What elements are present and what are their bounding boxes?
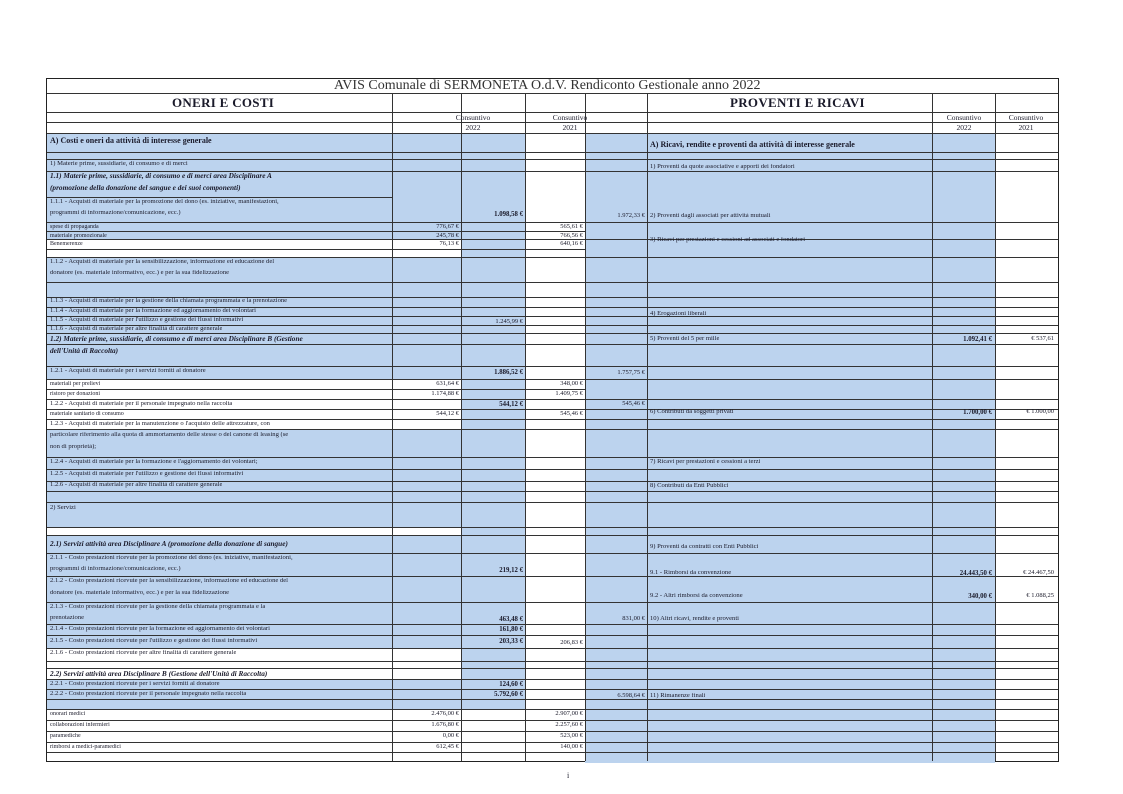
cost-row-2-1-3-a: 2.1.3 - Costo prestazioni ricevute per la gestione della chiamata programmata e la xyxy=(50,604,266,610)
cost-row-1-1-4: 1.1.4 - Acquisti di materiale per la formazione ed aggiornamento dei volontari xyxy=(50,308,256,314)
spese-2021: 565,61 € xyxy=(560,224,583,230)
cost-row-2-2-2: 2.2.2 - Costo prestazioni ricevute per il personale impegnato nella raccolta xyxy=(50,691,247,697)
rev-9-1-2022: 24.443,50 € xyxy=(959,570,992,577)
cost-1-2-2-2021: 545,46 € xyxy=(622,401,645,407)
promo-2021: 766,56 € xyxy=(560,233,583,239)
col-2021-year: 2021 xyxy=(562,124,578,132)
page-mark: i xyxy=(567,772,570,780)
coll-2021: 2.257,60 € xyxy=(555,722,583,728)
cost-2-2-2-2022: 5.792,60 € xyxy=(494,691,523,698)
col-r2022-year: 2022 xyxy=(956,124,972,132)
cost-row-1: 1) Materie prime, sussidiarie, di consumo e di merci xyxy=(50,161,188,167)
col-r2022-label: Consuntivo xyxy=(946,114,982,122)
cost-row-2-1-4: 2.1.4 - Costo prestazioni ricevute per la formazione ed aggiornamento dei volontari xyxy=(50,626,270,632)
cost-1-2-1-2021: 1.757,75 € xyxy=(617,370,645,376)
rev-row-7: 7) Ricavi per prestazioni e cessioni a terzi xyxy=(650,459,761,465)
col-r2021-label: Consuntivo xyxy=(1008,114,1044,122)
cost-1-2-2-2022: 544,12 € xyxy=(499,401,523,408)
para-2022: 0,00 € xyxy=(442,733,459,739)
onor-2021: 2.907,00 € xyxy=(555,711,583,717)
col-r2021-year: 2021 xyxy=(1018,124,1034,132)
rev-row-10: 10) Altri ricavi, rendite e proventi xyxy=(650,616,739,622)
rimb-2021: 140,00 € xyxy=(560,744,583,750)
detail-spese: spese di propaganda xyxy=(50,224,99,230)
detail-paramediche: paramediche xyxy=(50,733,81,739)
bene-2022: 76,13 € xyxy=(439,241,459,247)
prel-2022: 631,64 € xyxy=(436,381,459,387)
detail-promo: materiale promozionale xyxy=(50,233,107,239)
cost-row-1-2-1: 1.2.1 - Acquisti di materiale per i servizi forniti al donatore xyxy=(50,368,206,374)
report-title: AVIS Comunale di SERMONETA O.d.V. Rendiconto Gestionale anno 2022 xyxy=(334,79,761,93)
rev-row-9: 9) Proventi da contratti con Enti Pubblici xyxy=(650,544,759,550)
cost-row-1-1-2-b: donatore (es. materiale informativo, ecc.) e per la sua fidelizzazione xyxy=(50,270,230,276)
rev-row-2: 2) Proventi dagli associati per attività mutuali xyxy=(650,213,771,219)
para-2021: 523,00 € xyxy=(560,733,583,739)
cost-2-2-1-2022: 124,60 € xyxy=(499,681,523,688)
cost-row-2-1-2-b: donatore (es. materiale informativo, ecc.) e per la sua fidelizzazione xyxy=(50,590,230,596)
cost-2-1-5-2022: 203,33 € xyxy=(499,638,523,645)
cost-row-1-2-3-b: particolare riferimento alla quota di ammortamento delle stesse o del canone di leasing (se xyxy=(50,432,289,438)
cost-row-1-2-2: 1.2.2 - Acquisti di materiale per il personale impegnato nella raccolta xyxy=(50,401,233,407)
rev-row-9-2: 9.2 - Altri rimborsi da convenzione xyxy=(650,593,743,599)
cost-2-1-5-2021: 206,83 € xyxy=(560,640,583,646)
report-sheet xyxy=(46,78,1059,762)
rev-row-6: 6) Contributi da soggetti privati xyxy=(650,409,734,415)
cost-row-2-1: 2.1) Servizi attività area Disciplinare A (promozione della donazione di sangue) xyxy=(50,540,288,548)
detail-prelievi: materiali per prelievi xyxy=(50,381,101,387)
rev-5-2022: 1.092,41 € xyxy=(963,336,992,343)
cost-2-2-2-2021: 6.598,64 € xyxy=(617,693,645,699)
rev-row-8: 8) Contributi da Enti Pubblici xyxy=(650,483,729,489)
cost-row-1-1-5: 1.1.5 - Acquisti di materiale per l'utilizzo e gestione dei flussi informativi xyxy=(50,317,244,323)
rev-9-2-2022: 340,00 € xyxy=(968,593,992,600)
detail-sanitario: materiale sanitario di consumo xyxy=(50,411,124,417)
cost-row-2-1-6: 2.1.6 - Costo prestazioni ricevute per altre finalità di carattere generale xyxy=(50,650,237,656)
costs-section-a: A) Costi e oneri da attività di interesse generale xyxy=(50,137,212,145)
rev-row-4: 4) Erogazioni liberali xyxy=(650,311,707,317)
promo-2022: 245,78 € xyxy=(436,233,459,239)
right-header: PROVENTI E RICAVI xyxy=(730,96,865,110)
rev-row-1: 1) Proventi da quote associative e apporti dei fondatori xyxy=(650,164,795,170)
cost-1-1-1-2022: 1.098,58 € xyxy=(494,211,523,218)
revenues-section-a: A) Ricavi, rendite e proventi da attività di interesse generale xyxy=(650,141,855,149)
cost-row-1-2-3-a: 1.2.3 - Acquisti di materiale per la manutenzione o l'acquisto delle attrezzature, con xyxy=(50,421,270,427)
cost-row-2-1-1-b: programmi di informazione/comunicazione, ecc.) xyxy=(50,566,181,572)
rev-5-2021: € 537,61 xyxy=(1031,336,1054,342)
prel-2021: 348,00 € xyxy=(560,381,583,387)
cost-row-1-1-1-b: programmi di informazione/comunicazione, ecc.) xyxy=(50,210,181,216)
cost-row-2-1-2-a: 2.1.2 - Costo prestazioni ricevute per la sensibilizzazione, informazione ed educazione del xyxy=(50,578,289,584)
rist-2021: 1.409,75 € xyxy=(555,391,583,397)
san-2022: 544,12 € xyxy=(436,411,459,417)
cost-2-1-3-2021: 831,00 € xyxy=(622,616,645,622)
cost-row-1-2-3-c: non di proprietà); xyxy=(50,444,97,450)
cost-row-1-1-1-a: 1.1.1 - Acquisti di materiale per la promozione del dono (es. iniziative, manifestazioni, xyxy=(50,199,279,205)
rev-row-5: 5) Proventi del 5 per mille xyxy=(650,336,720,342)
detail-onorari: onorari medici xyxy=(50,711,86,717)
rimb-2022: 612,45 € xyxy=(436,744,459,750)
detail-benemerenze: Benemerenze xyxy=(50,241,83,247)
rev-6-2022: 1.700,00 € xyxy=(963,409,992,416)
detail-ristoro: ristoro per donazioni xyxy=(50,391,100,397)
rev-9-2-2021: € 1.088,25 xyxy=(1026,593,1054,599)
bene-2021: 640,16 € xyxy=(560,241,583,247)
cost-row-1-1-b: (promozione della donazione del sangue e dei suoi componenti) xyxy=(50,184,241,192)
cost-row-1-1-a: 1.1) Materie prime, sussidiarie, di consumo e di merci area Disciplinare A xyxy=(50,172,272,180)
col-2021-label: Consuntivo xyxy=(552,114,588,122)
cost-row-1-1-6: 1.1.6 - Acquisti di materiale per altre finalità di carattere generale xyxy=(50,326,223,332)
cost-row-1-2-4: 1.2.4 - Acquisti di materiale per la formazione e l'aggiornamento dei volontari; xyxy=(50,459,258,465)
rev-9-1-2021: € 24.467,50 xyxy=(1023,570,1054,576)
cost-2-1-1-2022: 219,12 € xyxy=(499,567,523,574)
rev-row-3: 3) Ricavi per prestazioni e cessioni ad associati e fondatori xyxy=(650,237,806,243)
cost-1-1-1-2021: 1.972,33 € xyxy=(617,213,645,219)
col-2022-label: Consuntivo xyxy=(455,114,491,122)
cost-row-1-2-6: 1.2.6 - Acquisti di materiale per altre finalità di carattere generale xyxy=(50,482,223,488)
cost-row-2-1-5: 2.1.5 - Costo prestazioni ricevute per l'utilizzo e gestione dei flussi informativi xyxy=(50,638,258,644)
col-2022-year: 2022 xyxy=(465,124,481,132)
rist-2022: 1.174,88 € xyxy=(431,391,459,397)
rev-row-9-1: 9.1 - Rimborsi da convenzione xyxy=(650,570,732,576)
cost-row-1-2-a: 1.2) Materie prime, sussidiarie, di consumo e di merci area Disciplinare B (Gestione xyxy=(50,335,303,343)
cost-row-2: 2) Servizi xyxy=(50,505,76,511)
detail-collaborazioni: collaborazioni infermieri xyxy=(50,722,110,728)
coll-2022: 1.676,80 € xyxy=(431,722,459,728)
cost-row-1-1-2-a: 1.1.2 - Acquisti di materiale per la sensibilizzazione, informazione ed educazione del xyxy=(50,259,275,265)
cost-row-1-2-5: 1.2.5 - Acquisti di materiale per l'utilizzo e gestione dei flussi informativi xyxy=(50,471,244,477)
cost-2-1-3-2022: 463,48 € xyxy=(499,616,523,623)
cost-row-2-2: 2.2) Servizi attività area Disciplinare B (Gestione dell'Unità di Raccolta) xyxy=(50,670,268,678)
cost-1-1-5-2022: 1.245,99 € xyxy=(495,319,523,325)
cost-row-2-1-1-a: 2.1.1 - Costo prestazioni ricevute per la promozione del dono (es. iniziative, manifestazioni, xyxy=(50,555,293,561)
spese-2022: 776,67 € xyxy=(436,224,459,230)
onor-2022: 2.476,00 € xyxy=(431,711,459,717)
cost-row-2-2-1: 2.2.1 - Costo prestazioni ricevute per i servizi forniti al donatore xyxy=(50,681,220,687)
cost-row-1-2-b: dell'Unità di Raccolta) xyxy=(50,347,119,355)
left-header: ONERI E COSTI xyxy=(172,96,275,110)
cost-row-2-1-3-b: prenotazione xyxy=(50,615,85,621)
cost-2-1-4-2022: 161,80 € xyxy=(499,626,523,633)
rev-row-11: 11) Rimanenze finali xyxy=(650,693,706,699)
cost-row-1-1-3: 1.1.3 - Acquisti di materiale per la gestione della chiamata programmata e la prenotazione xyxy=(50,298,288,304)
san-2021: 545,46 € xyxy=(560,411,583,417)
detail-rimborsi: rimborsi a medici-paramedici xyxy=(50,744,121,750)
cost-1-2-1-2022: 1.886,52 € xyxy=(494,369,523,376)
rev-6-2021: € 1.000,00 xyxy=(1026,409,1054,415)
